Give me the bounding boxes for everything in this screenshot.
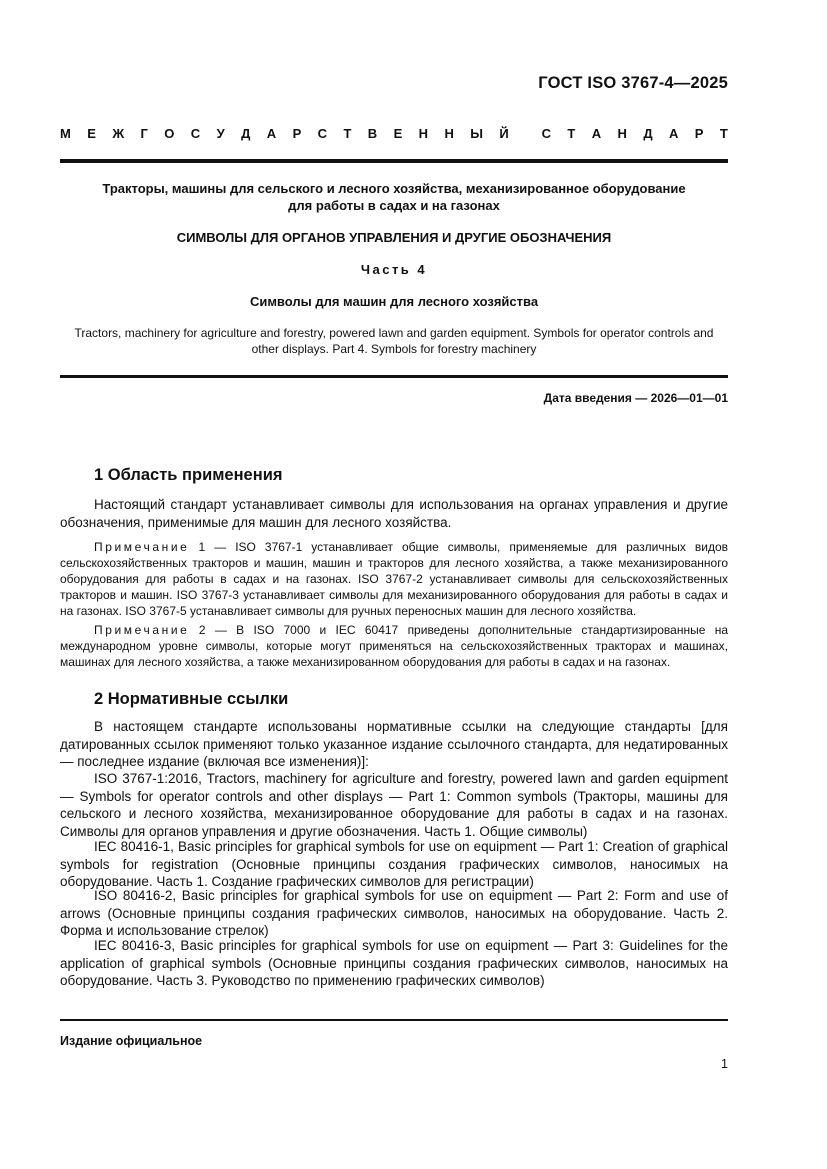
header-letter: Н (418, 126, 429, 141)
note-text: 2 — В ISO 7000 и IEC 60417 приведены дополнительные стандартизированные на международном уровне символы, которые могут применяться на сельскохозяйственных тракторах и машинах, машинах для лесного хозяйства, а также механизированном оборудования для работы в садах и на газонах. (60, 623, 729, 669)
section-1-heading: 1 Область применения (94, 466, 283, 484)
header-letter: Ы (470, 126, 483, 141)
header-letter: С (541, 126, 551, 141)
reference-item: IEC 80416-1, Basic principles for graphical symbols for use on equipment — Part 1: Creation of graphical symbols for registration (Основные принципы создания графических символов, наносимых на оборудование. Часть 1. Создание графических символов для регистрации) (60, 839, 728, 889)
note-text: 1 — ISO 3767-1 устанавливает общие символы, применяемые для различных видов сельскохозяйственных тракторов и машин, машин и тракторов для лесного хозяйства, а также механизированного оборудования для работы в садах и на газонах. ISO 3767-2 устанавливает символы для сельскохозяйственных тракторов и машин. ISO 3767-3 устанавливает символы для механизированного оборудования для работы в садах и на газонах. ISO 3767-5 устанавливает символы для ручных переносных машин для лесного хозяйства. (60, 540, 729, 618)
symbols-title: СИМВОЛЫ ДЛЯ ОРГАНОВ УПРАВЛЕНИЯ И ДРУГИЕ ОБОЗНАЧЕНИЯ (176, 230, 612, 245)
english-title-line: other displays. Part 4. Symbols for forestry machinery (251, 342, 537, 356)
introduction-date: Дата введения — 2026—01—01 (543, 391, 728, 405)
footer-rule (60, 1019, 728, 1021)
page-number: 1 (721, 1057, 728, 1071)
section-1-paragraph: Настоящий стандарт устанавливает символы для использования на органах управления и другие обозначения, применимые для машин для лесного хозяйства. (60, 497, 728, 530)
note-label: Примечание (94, 623, 190, 637)
header-letter: Р (694, 126, 704, 141)
header-letter: Й (499, 126, 509, 141)
header-rule (60, 159, 728, 163)
header-letter: Т (343, 126, 352, 141)
header-letter: А (266, 126, 277, 141)
header-letter: Н (444, 126, 454, 141)
header-letter: Д (643, 126, 653, 141)
header-letter: Е (393, 126, 403, 141)
section-2-paragraph: В настоящем стандарте использованы нормативные ссылки на следующие стандарты [для датированных ссылок применяют только указанное издание ссылочного стандарта, для недатированных — последнее издание (включая все изменения)]: (60, 719, 728, 769)
header-letter: Ж (112, 126, 125, 141)
part-title: Часть 4 (360, 262, 428, 277)
title-line: Тракторы, машины для сельского и лесного хозяйства, механизированное оборудование (102, 181, 686, 196)
standard-type-header (60, 126, 728, 141)
header-letter: У (216, 126, 225, 141)
note-1 (60, 539, 728, 619)
header-letter: А (668, 126, 679, 141)
edition-label: Издание официальное (60, 1034, 203, 1048)
header-letter: Р (292, 126, 302, 141)
header-letter: А (591, 126, 602, 141)
header-letter: Г (140, 126, 148, 141)
header-letter: Д (241, 126, 251, 141)
title-line: для работы в садах и на газонах (288, 198, 500, 213)
header-letter: Т (719, 126, 728, 141)
reference-item: ISO 80416-2, Basic principles for graphical symbols for use on equipment — Part 2: Form and use of arrows (Основные принципы создания графических символов, наносимых на оборудование. Часть 2. Форма и использование стрелок) (60, 888, 728, 938)
header-letter: Н (617, 126, 627, 141)
section-2-heading: 2 Нормативные ссылки (94, 690, 289, 708)
header-letter: Е (87, 126, 96, 141)
header-letter: О (164, 126, 175, 141)
title-rule (60, 375, 728, 378)
header-letter: Т (567, 126, 576, 141)
english-title (60, 325, 728, 357)
note-2 (60, 622, 728, 670)
header-letter: С (190, 126, 201, 141)
document-title (60, 180, 728, 214)
document-number: ГОСТ ISO 3767-4—2025 (538, 74, 728, 92)
note-label: Примечание (94, 540, 190, 554)
reference-item: IEC 80416-3, Basic principles for graphical symbols for use on equipment — Part 3: Guidelines for the application of graphical symbols (Основные принципы создания графических символов, наносимых на оборудование. Часть 3. Руководство по применению графических символов) (60, 938, 728, 988)
header-letter: В (367, 126, 378, 141)
header-letter: М (60, 126, 71, 141)
reference-item: ISO 3767-1:2016, Tractors, machinery for agriculture and forestry, powered lawn and garden equipment — Symbols for operator controls and other displays — Part 1: Common symbols (Тракторы, машины для сельского и лесного хозяйства, механизированное оборудование для работы в садах и на газонах. Символы для органов управления и другие обозначения. Часть 1. Общие символы) (60, 771, 728, 839)
part-subtitle: Символы для машин для лесного хозяйства (249, 294, 539, 309)
english-title-line: Tractors, machinery for agriculture and forestry, powered lawn and garden equipment. Symbols for operator controls and (74, 326, 714, 340)
header-letter: С (317, 126, 328, 141)
